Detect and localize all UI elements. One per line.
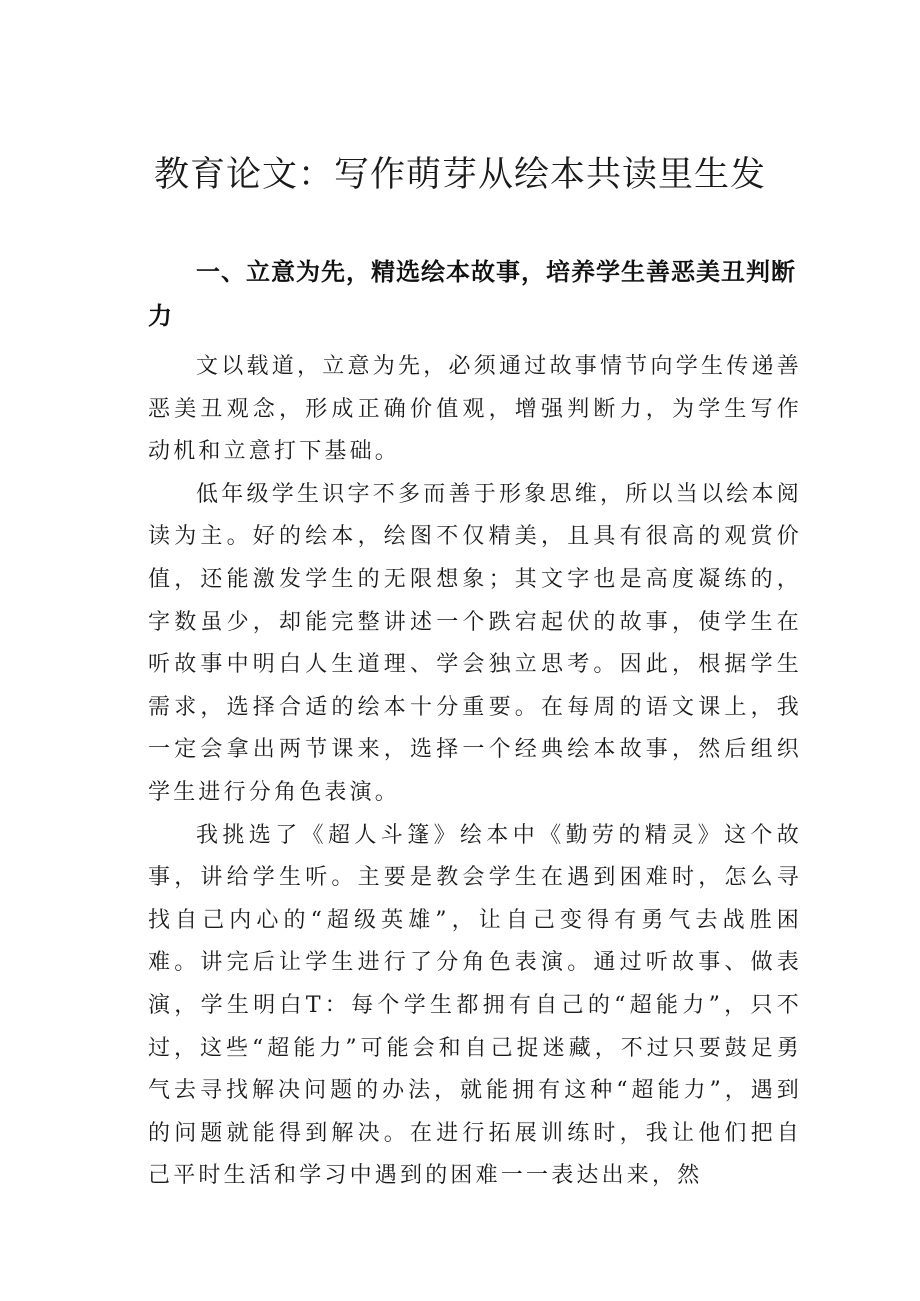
paragraph-1: 文以载道，立意为先，必须通过故事情节向学生传递善恶美丑观念，形成正确价值观，增强判断力，为学生写作动机和立意打下基础。 (148, 354, 802, 465)
document-title: 教育论文：写作萌芽从绘本共读里生发 (153, 155, 766, 195)
section-heading: 一、立意为先，精选绘本故事，培养学生善恶美丑判断力 (148, 258, 796, 330)
paragraph-3: 我挑选了《超人斗篷》绘本中《勤劳的精灵》这个故事，讲给学生听。主要是教会学生在遇到困难时，怎么寻找自己内心的“超级英雄”，让自己变得有勇气去战胜困难。讲完后让学生进行了分角色表演。通过听故事、做表演，学生明白T：每个学生都拥有自己的“超能力”，只不过，这些“超能力”可能会和自己捉迷藏，不过只要鼓足勇气去寻找解决问题的办法，就能拥有这种“超能力”，遇到的问题就能得到解决。在进行拓展训练时，我让他们把自己平时生活和学习中遇到的困难一一表达出来，然 (148, 822, 802, 1189)
paragraph-2: 低年级学生识字不多而善于形象思维，所以当以绘本阅读为主。好的绘本，绘图不仅精美，且具有很高的观赏价值，还能激发学生的无限想象；其文字也是高度凝练的，字数虽少，却能完整讲述一个跌宕起伏的故事，使学生在听故事中明白人生道理、学会独立思考。因此，根据学生需求，选择合适的绘本十分重要。在每周的语文课上，我一定会拿出两节课来，选择一个经典绘本故事，然后组织学生进行分角色表演。 (148, 481, 802, 805)
document-body (148, 250, 802, 1198)
